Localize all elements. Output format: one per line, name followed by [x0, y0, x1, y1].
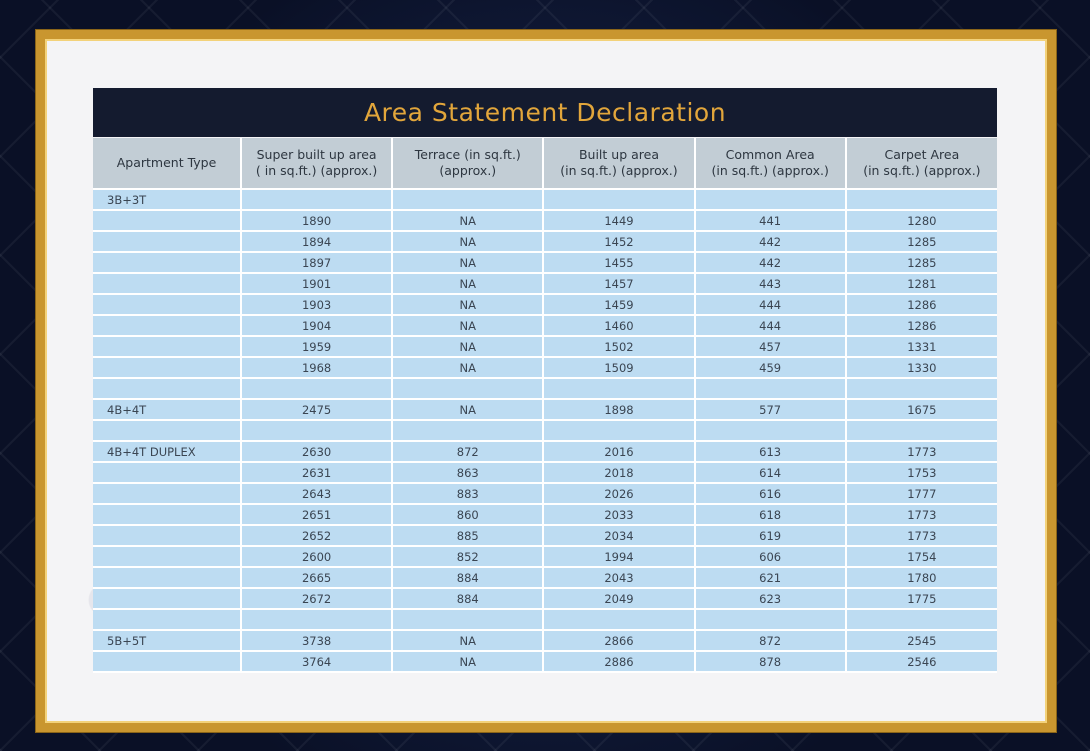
cell-apartment-type — [93, 651, 241, 672]
cell-super-built-up: 2652 — [241, 525, 392, 546]
header-carpet-area: Carpet Area (in sq.ft.) (approx.) — [846, 138, 997, 189]
table-row — [93, 420, 997, 441]
cell-carpet-area: 1281 — [846, 273, 997, 294]
cell-super-built-up: 1968 — [241, 357, 392, 378]
cell-common-area — [695, 420, 846, 441]
cell-carpet-area: 1331 — [846, 336, 997, 357]
cell-super-built-up: 1897 — [241, 252, 392, 273]
cell-common-area: 613 — [695, 441, 846, 462]
cell-built-up: 1455 — [543, 252, 694, 273]
cell-super-built-up: 2475 — [241, 399, 392, 420]
cell-apartment-type: 3B+3T — [93, 189, 241, 210]
cell-apartment-type: 4B+4T — [93, 399, 241, 420]
table-row — [93, 273, 997, 294]
table-row — [93, 252, 997, 273]
cell-terrace — [392, 378, 543, 399]
cell-super-built-up: 2630 — [241, 441, 392, 462]
cell-common-area: 872 — [695, 630, 846, 651]
cell-built-up: 1457 — [543, 273, 694, 294]
cell-apartment-type — [93, 462, 241, 483]
cell-built-up: 2018 — [543, 462, 694, 483]
cell-apartment-type — [93, 252, 241, 273]
cell-carpet-area: 1773 — [846, 504, 997, 525]
table-row — [93, 546, 997, 567]
cell-super-built-up: 1903 — [241, 294, 392, 315]
cell-super-built-up: 2651 — [241, 504, 392, 525]
cell-terrace: 852 — [392, 546, 543, 567]
cell-terrace: NA — [392, 630, 543, 651]
cell-carpet-area: 1773 — [846, 525, 997, 546]
cell-apartment-type — [93, 231, 241, 252]
cell-apartment-type: 4B+4T DUPLEX — [93, 441, 241, 462]
cell-common-area — [695, 189, 846, 210]
cell-built-up: 2016 — [543, 441, 694, 462]
cell-carpet-area — [846, 420, 997, 441]
cell-built-up: 1898 — [543, 399, 694, 420]
cell-carpet-area: 2545 — [846, 630, 997, 651]
cell-built-up — [543, 609, 694, 630]
table-row — [93, 378, 997, 399]
cell-carpet-area — [846, 378, 997, 399]
cell-terrace: NA — [392, 231, 543, 252]
cell-terrace: 885 — [392, 525, 543, 546]
header-common-area: Common Area (in sq.ft.) (approx.) — [695, 138, 846, 189]
cell-apartment-type — [93, 378, 241, 399]
cell-carpet-area: 1286 — [846, 294, 997, 315]
cell-built-up: 1460 — [543, 315, 694, 336]
cell-super-built-up: 3764 — [241, 651, 392, 672]
cell-built-up: 1452 — [543, 231, 694, 252]
cell-common-area: 616 — [695, 483, 846, 504]
cell-built-up: 1459 — [543, 294, 694, 315]
cell-apartment-type — [93, 357, 241, 378]
cell-built-up: 2033 — [543, 504, 694, 525]
cell-common-area: 444 — [695, 315, 846, 336]
cell-terrace: NA — [392, 315, 543, 336]
cell-super-built-up — [241, 609, 392, 630]
cell-common-area: 606 — [695, 546, 846, 567]
cell-built-up — [543, 378, 694, 399]
cell-built-up: 2026 — [543, 483, 694, 504]
cell-terrace: NA — [392, 273, 543, 294]
table-row — [93, 399, 997, 420]
cell-carpet-area: 1773 — [846, 441, 997, 462]
cell-built-up — [543, 189, 694, 210]
cell-carpet-area: 1285 — [846, 231, 997, 252]
cell-apartment-type — [93, 273, 241, 294]
cell-built-up: 1449 — [543, 210, 694, 231]
table-row — [93, 315, 997, 336]
cell-carpet-area — [846, 609, 997, 630]
cell-built-up: 1994 — [543, 546, 694, 567]
table-row — [93, 441, 997, 462]
cell-apartment-type — [93, 483, 241, 504]
cell-super-built-up — [241, 189, 392, 210]
cell-super-built-up: 2672 — [241, 588, 392, 609]
cell-apartment-type — [93, 420, 241, 441]
cell-common-area: 459 — [695, 357, 846, 378]
area-statement-table — [93, 138, 997, 673]
cell-built-up: 1502 — [543, 336, 694, 357]
cell-super-built-up: 2665 — [241, 567, 392, 588]
cell-carpet-area — [846, 189, 997, 210]
cell-common-area: 577 — [695, 399, 846, 420]
cell-common-area: 618 — [695, 504, 846, 525]
cell-common-area: 614 — [695, 462, 846, 483]
table-row — [93, 189, 997, 210]
cell-terrace: 884 — [392, 567, 543, 588]
cell-carpet-area: 1780 — [846, 567, 997, 588]
cell-terrace: NA — [392, 357, 543, 378]
table-row — [93, 567, 997, 588]
table-header-row — [93, 138, 997, 189]
cell-terrace: NA — [392, 651, 543, 672]
table-row — [93, 630, 997, 651]
cell-carpet-area: 1286 — [846, 315, 997, 336]
cell-terrace: NA — [392, 399, 543, 420]
header-terrace: Terrace (in sq.ft.) (approx.) — [392, 138, 543, 189]
table-row — [93, 462, 997, 483]
cell-terrace — [392, 609, 543, 630]
table-row — [93, 357, 997, 378]
cell-apartment-type — [93, 315, 241, 336]
table-row — [93, 483, 997, 504]
cell-apartment-type — [93, 567, 241, 588]
table-row — [93, 588, 997, 609]
cell-carpet-area: 1675 — [846, 399, 997, 420]
cell-built-up: 2886 — [543, 651, 694, 672]
cell-common-area: 457 — [695, 336, 846, 357]
cell-built-up: 2043 — [543, 567, 694, 588]
cell-built-up: 2034 — [543, 525, 694, 546]
cell-terrace: 872 — [392, 441, 543, 462]
page-title: Area Statement Declaration — [363, 98, 727, 127]
cell-apartment-type: 5B+5T — [93, 630, 241, 651]
cell-terrace: NA — [392, 252, 543, 273]
cell-terrace: NA — [392, 294, 543, 315]
cell-super-built-up: 1894 — [241, 231, 392, 252]
cell-super-built-up: 3738 — [241, 630, 392, 651]
cell-carpet-area: 1280 — [846, 210, 997, 231]
cell-common-area: 443 — [695, 273, 846, 294]
cell-built-up: 1509 — [543, 357, 694, 378]
cell-carpet-area: 1330 — [846, 357, 997, 378]
cell-common-area: 442 — [695, 252, 846, 273]
cell-carpet-area: 1775 — [846, 588, 997, 609]
cell-built-up: 2866 — [543, 630, 694, 651]
cell-terrace: 883 — [392, 483, 543, 504]
table-row — [93, 210, 997, 231]
cell-terrace: NA — [392, 210, 543, 231]
cell-common-area: 442 — [695, 231, 846, 252]
cell-apartment-type — [93, 525, 241, 546]
cell-apartment-type — [93, 210, 241, 231]
cell-terrace — [392, 189, 543, 210]
cell-common-area: 621 — [695, 567, 846, 588]
table-row — [93, 294, 997, 315]
table-body — [93, 189, 997, 672]
cell-apartment-type — [93, 588, 241, 609]
cell-terrace: 884 — [392, 588, 543, 609]
cell-super-built-up: 2631 — [241, 462, 392, 483]
cell-common-area: 444 — [695, 294, 846, 315]
title-bar — [93, 88, 997, 137]
cell-apartment-type — [93, 504, 241, 525]
cell-super-built-up: 2643 — [241, 483, 392, 504]
cell-common-area: 441 — [695, 210, 846, 231]
cell-super-built-up: 1890 — [241, 210, 392, 231]
cell-common-area — [695, 609, 846, 630]
cell-built-up: 2049 — [543, 588, 694, 609]
header-apartment-type: Apartment Type — [93, 138, 241, 189]
cell-apartment-type — [93, 609, 241, 630]
cell-terrace: 863 — [392, 462, 543, 483]
cell-apartment-type — [93, 546, 241, 567]
cell-super-built-up: 1901 — [241, 273, 392, 294]
table-row — [93, 651, 997, 672]
table-row — [93, 504, 997, 525]
cell-common-area: 623 — [695, 588, 846, 609]
cell-common-area — [695, 378, 846, 399]
table-row — [93, 336, 997, 357]
table-row — [93, 231, 997, 252]
cell-terrace: 860 — [392, 504, 543, 525]
cell-carpet-area: 1285 — [846, 252, 997, 273]
header-built-up-area: Built up area (in sq.ft.) (approx.) — [543, 138, 694, 189]
cell-common-area: 878 — [695, 651, 846, 672]
cell-super-built-up: 1904 — [241, 315, 392, 336]
cell-terrace: NA — [392, 336, 543, 357]
cell-carpet-area: 1753 — [846, 462, 997, 483]
cell-carpet-area: 1777 — [846, 483, 997, 504]
header-super-built-up-area: Super built up area ( in sq.ft.) (approx.) — [241, 138, 392, 189]
cell-super-built-up: 1959 — [241, 336, 392, 357]
cell-common-area: 619 — [695, 525, 846, 546]
table-row — [93, 525, 997, 546]
cell-apartment-type — [93, 336, 241, 357]
cell-super-built-up — [241, 378, 392, 399]
cell-super-built-up: 2600 — [241, 546, 392, 567]
cell-super-built-up — [241, 420, 392, 441]
table-row — [93, 609, 997, 630]
cell-built-up — [543, 420, 694, 441]
cell-terrace — [392, 420, 543, 441]
cell-carpet-area: 2546 — [846, 651, 997, 672]
cell-carpet-area: 1754 — [846, 546, 997, 567]
cell-apartment-type — [93, 294, 241, 315]
